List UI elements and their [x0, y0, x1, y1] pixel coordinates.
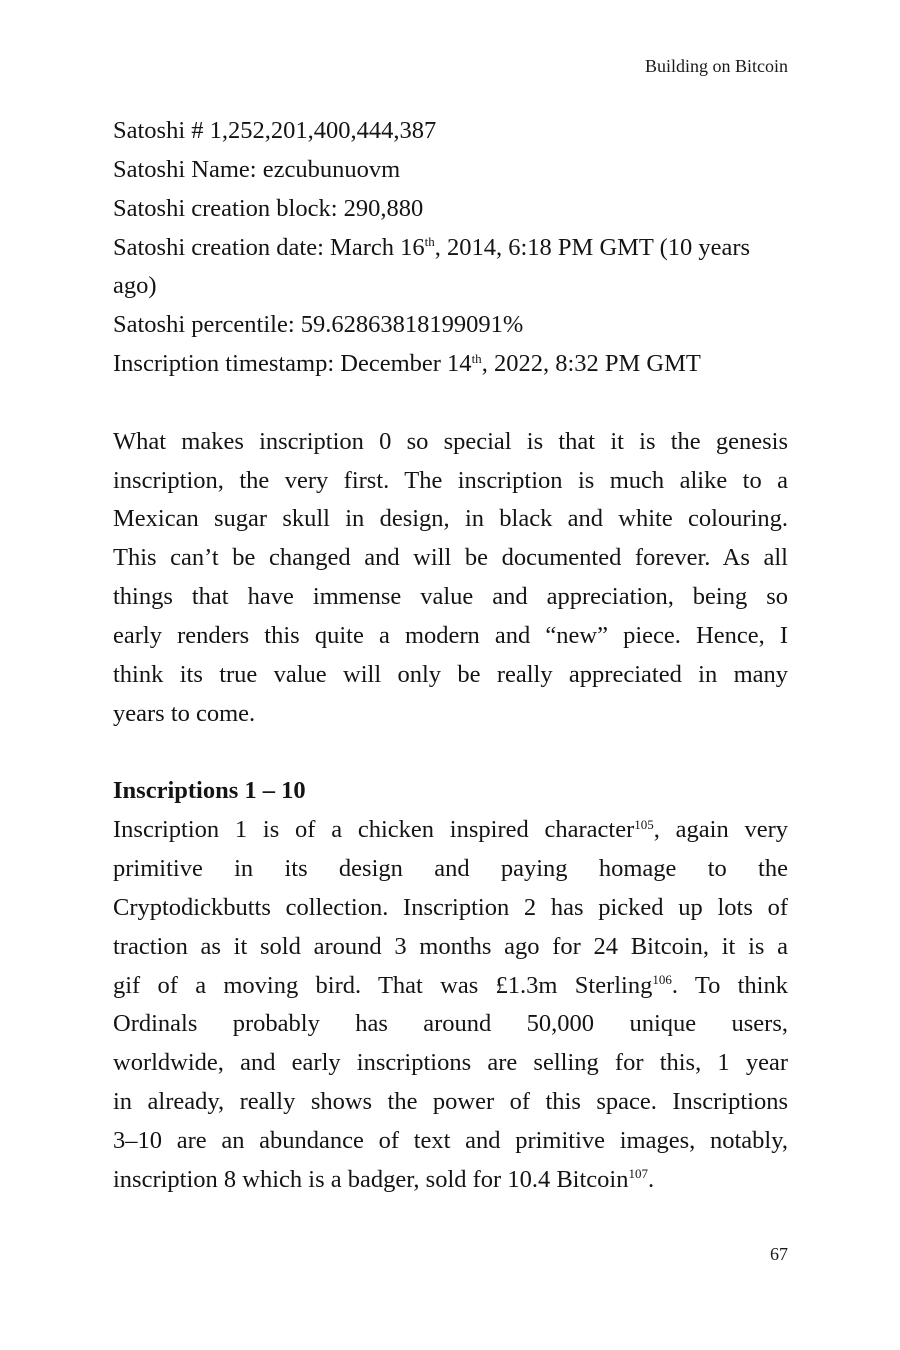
- line-text: gif of a moving bird. That was £1.3m Sterling: [113, 971, 653, 999]
- paragraph-line: Ordinals probably has around 50,000 unique users,: [113, 1010, 788, 1038]
- line-text: inscription 8 which is a badger, sold for 10.4 Bitcoin: [113, 1165, 629, 1193]
- paragraph-gap: [113, 734, 788, 773]
- paragraph-line: [113, 967, 788, 1006]
- page-number: 67: [770, 1244, 788, 1264]
- paragraph-line: primitive in its design and paying homage to the: [113, 855, 788, 883]
- timestamp-rest: , 2022, 8:32 PM GMT: [481, 350, 701, 378]
- paragraph-line: What makes inscription 0 so special is that it is the genesis: [113, 427, 788, 455]
- paragraph-line: Cryptodickbutts collection. Inscription 2 has picked up lots of: [113, 893, 788, 921]
- line-text: . To think: [671, 971, 788, 999]
- satoshi-name: Satoshi Name: ezcubunuovm: [113, 155, 401, 183]
- paragraph-line: things that have immense value and appreciation, being so: [113, 583, 788, 611]
- line-text: .: [647, 1165, 655, 1193]
- satoshi-details: [113, 112, 788, 384]
- running-header: Building on Bitcoin: [644, 56, 788, 76]
- paragraph-line: 3–10 are an abundance of text and primitive images, notably,: [113, 1126, 788, 1154]
- paragraph-line: [113, 1161, 788, 1200]
- ordinal-suffix: th: [471, 350, 482, 366]
- timestamp-text: Inscription timestamp: December 14: [113, 350, 472, 378]
- paragraph-genesis: [113, 423, 788, 734]
- satoshi-number: Satoshi # 1,252,201,400,444,387: [113, 117, 437, 144]
- line-text: Inscription 1 is of a chicken inspired character: [113, 816, 635, 844]
- paragraph-gap: [113, 384, 788, 423]
- paragraph-line: in already, really shows the power of this space. Inscriptions: [113, 1088, 788, 1116]
- ordinal-suffix: th: [424, 234, 435, 250]
- paragraph-line: Mexican sugar skull in design, in black and white colouring.: [113, 505, 788, 533]
- paragraph-line: worldwide, and early inscriptions are selling for this, 1 year: [113, 1049, 788, 1077]
- satoshi-creation-date-cont: ago): [113, 272, 157, 300]
- satoshi-creation-block: Satoshi creation block: 290,880: [113, 194, 424, 222]
- footnote-ref-105[interactable]: 105: [634, 816, 654, 832]
- paragraph-line: traction as it sold around 3 months ago for 24 Bitcoin, it is a: [113, 932, 788, 960]
- paragraph-line: think its true value will only be really appreciated in many: [113, 660, 788, 688]
- satoshi-creation-date: [113, 229, 788, 268]
- paragraph-line: years to come.: [113, 699, 256, 727]
- page-content: [113, 112, 788, 1200]
- inscription-timestamp: [113, 345, 788, 384]
- satoshi-percentile: Satoshi percentile: 59.62863818199091%: [113, 311, 524, 339]
- paragraph-line: inscription, the very first. The inscription is much alike to a: [113, 466, 788, 494]
- creation-date-text: Satoshi creation date: March 16: [113, 233, 425, 261]
- section-heading: Inscriptions 1 – 10: [113, 777, 306, 805]
- line-text: , again very: [653, 816, 788, 844]
- section-inscriptions-1-10: [113, 772, 788, 1199]
- paragraph-line: early renders this quite a modern and “new” piece. Hence, I: [113, 621, 788, 649]
- paragraph-line: This can’t be changed and will be documented forever. As all: [113, 544, 788, 572]
- paragraph-line: [113, 811, 788, 850]
- footnote-ref-106[interactable]: 106: [652, 972, 672, 988]
- creation-date-rest: , 2014, 6:18 PM GMT (10 years: [434, 233, 751, 261]
- footnote-ref-107[interactable]: 107: [628, 1166, 648, 1182]
